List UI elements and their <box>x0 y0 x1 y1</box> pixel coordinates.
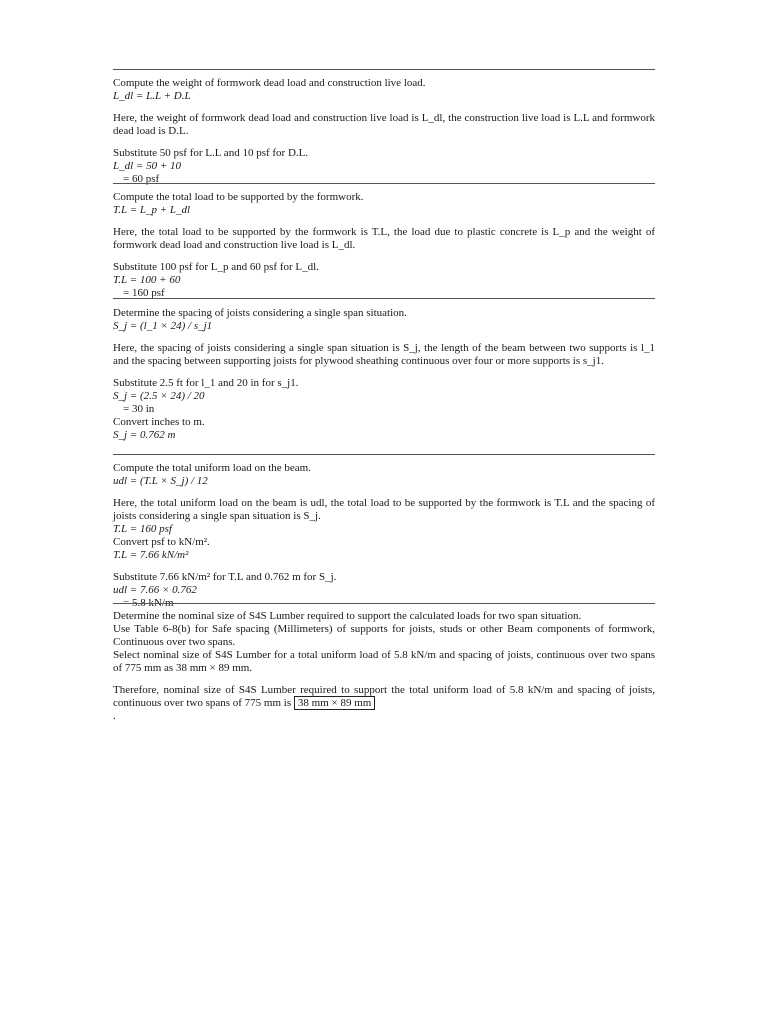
substitution: Substitute 50 psf for L.L and 10 psf for D.L. <box>113 147 309 159</box>
divider <box>113 183 655 184</box>
step-heading: Compute the weight of formwork dead load and construction live load. <box>113 77 426 89</box>
substitution: Substitute 100 psf for L_p and 60 psf for L_dl. <box>113 261 319 273</box>
step-total-load <box>113 191 655 300</box>
step-lumber-size <box>113 610 655 723</box>
step-heading: Determine the nominal size of S4S Lumber required to support the calculated loads for two span situation. <box>113 610 582 622</box>
substitution: Substitute 2.5 ft for l_1 and 20 in for s_j1. <box>113 377 299 389</box>
step-heading: Determine the spacing of joists considering a single span situation. <box>113 307 407 319</box>
equation: L_dl = 50 + 10 <box>113 160 182 172</box>
explanation: Here, the weight of formwork dead load and construction live load is L_dl, the construction live load is L.L and formwork dead load is D.L. <box>113 112 655 137</box>
explanation: Here, the total uniform load on the beam is udl, the total load to be supported by the formwork is T.L and the spacing of joists considering a single span situation is S_j. <box>113 497 655 522</box>
divider <box>113 298 655 299</box>
step-joist-spacing <box>113 307 655 442</box>
conclusion-text: Therefore, nominal size of S4S Lumber required to support the total uniform load of 5.8 kN/m and spacing of joists, continuous over two spans of 775 mm is <box>113 684 655 709</box>
equation: S_j = (l_1 × 24) / s_j1 <box>113 320 213 332</box>
equation: L_dl = L.L + D.L <box>113 90 191 102</box>
answer-box: 38 mm × 89 mm <box>294 696 375 710</box>
trailing-period: . <box>113 710 116 722</box>
equation: S_j = (2.5 × 24) / 20 <box>113 390 205 402</box>
equation: T.L = 100 + 60 <box>113 274 181 286</box>
table-reference: Use Table 6-8(b) for Safe spacing (Millimeters) of supports for joists, studs or other Beam components of formwork, Continuous over two spans. <box>113 623 655 648</box>
equation: T.L = L_p + L_dl <box>113 204 191 216</box>
step-heading: Compute the total load to be supported by the formwork. <box>113 191 364 203</box>
selection: Select nominal size of S4S Lumber for a total uniform load of 5.8 kN/m and spacing of joists, continuous over two spans of 775 mm as 38 mm × 89 mm. <box>113 649 655 674</box>
equation: T.L = 7.66 kN/m² <box>113 549 189 561</box>
result: = 160 psf <box>123 287 165 299</box>
equation: udl = 7.66 × 0.762 <box>113 584 197 596</box>
divider <box>113 69 655 70</box>
explanation: Here, the spacing of joists considering a single span situation is S_j, the length of the beam between two supports is l_1 and the spacing between supporting joists for plywood sheathing continuous over four or more supports is s_j1. <box>113 342 655 367</box>
result: = 30 in <box>123 403 155 415</box>
equation: T.L = 160 psf <box>113 523 172 535</box>
explanation: Here, the total load to be supported by the formwork is T.L, the load due to plastic concrete is L_p and the weight of formwork dead load and construction live load is L_dl. <box>113 226 655 251</box>
result: = 60 psf <box>123 173 160 185</box>
divider <box>113 454 655 455</box>
equation: S_j = 0.762 m <box>113 429 176 441</box>
divider <box>113 603 655 604</box>
step-dead-live-load <box>113 77 655 186</box>
conversion-note: Convert psf to kN/m². <box>113 536 210 548</box>
step-heading: Compute the total uniform load on the beam. <box>113 462 311 474</box>
result: = 5.8 kN/m <box>123 597 174 609</box>
conversion-note: Convert inches to m. <box>113 416 205 428</box>
conclusion <box>113 684 655 710</box>
step-uniform-load <box>113 462 655 610</box>
equation: udl = (T.L × S_j) / 12 <box>113 475 208 487</box>
substitution: Substitute 7.66 kN/m² for T.L and 0.762 m for S_j. <box>113 571 337 583</box>
